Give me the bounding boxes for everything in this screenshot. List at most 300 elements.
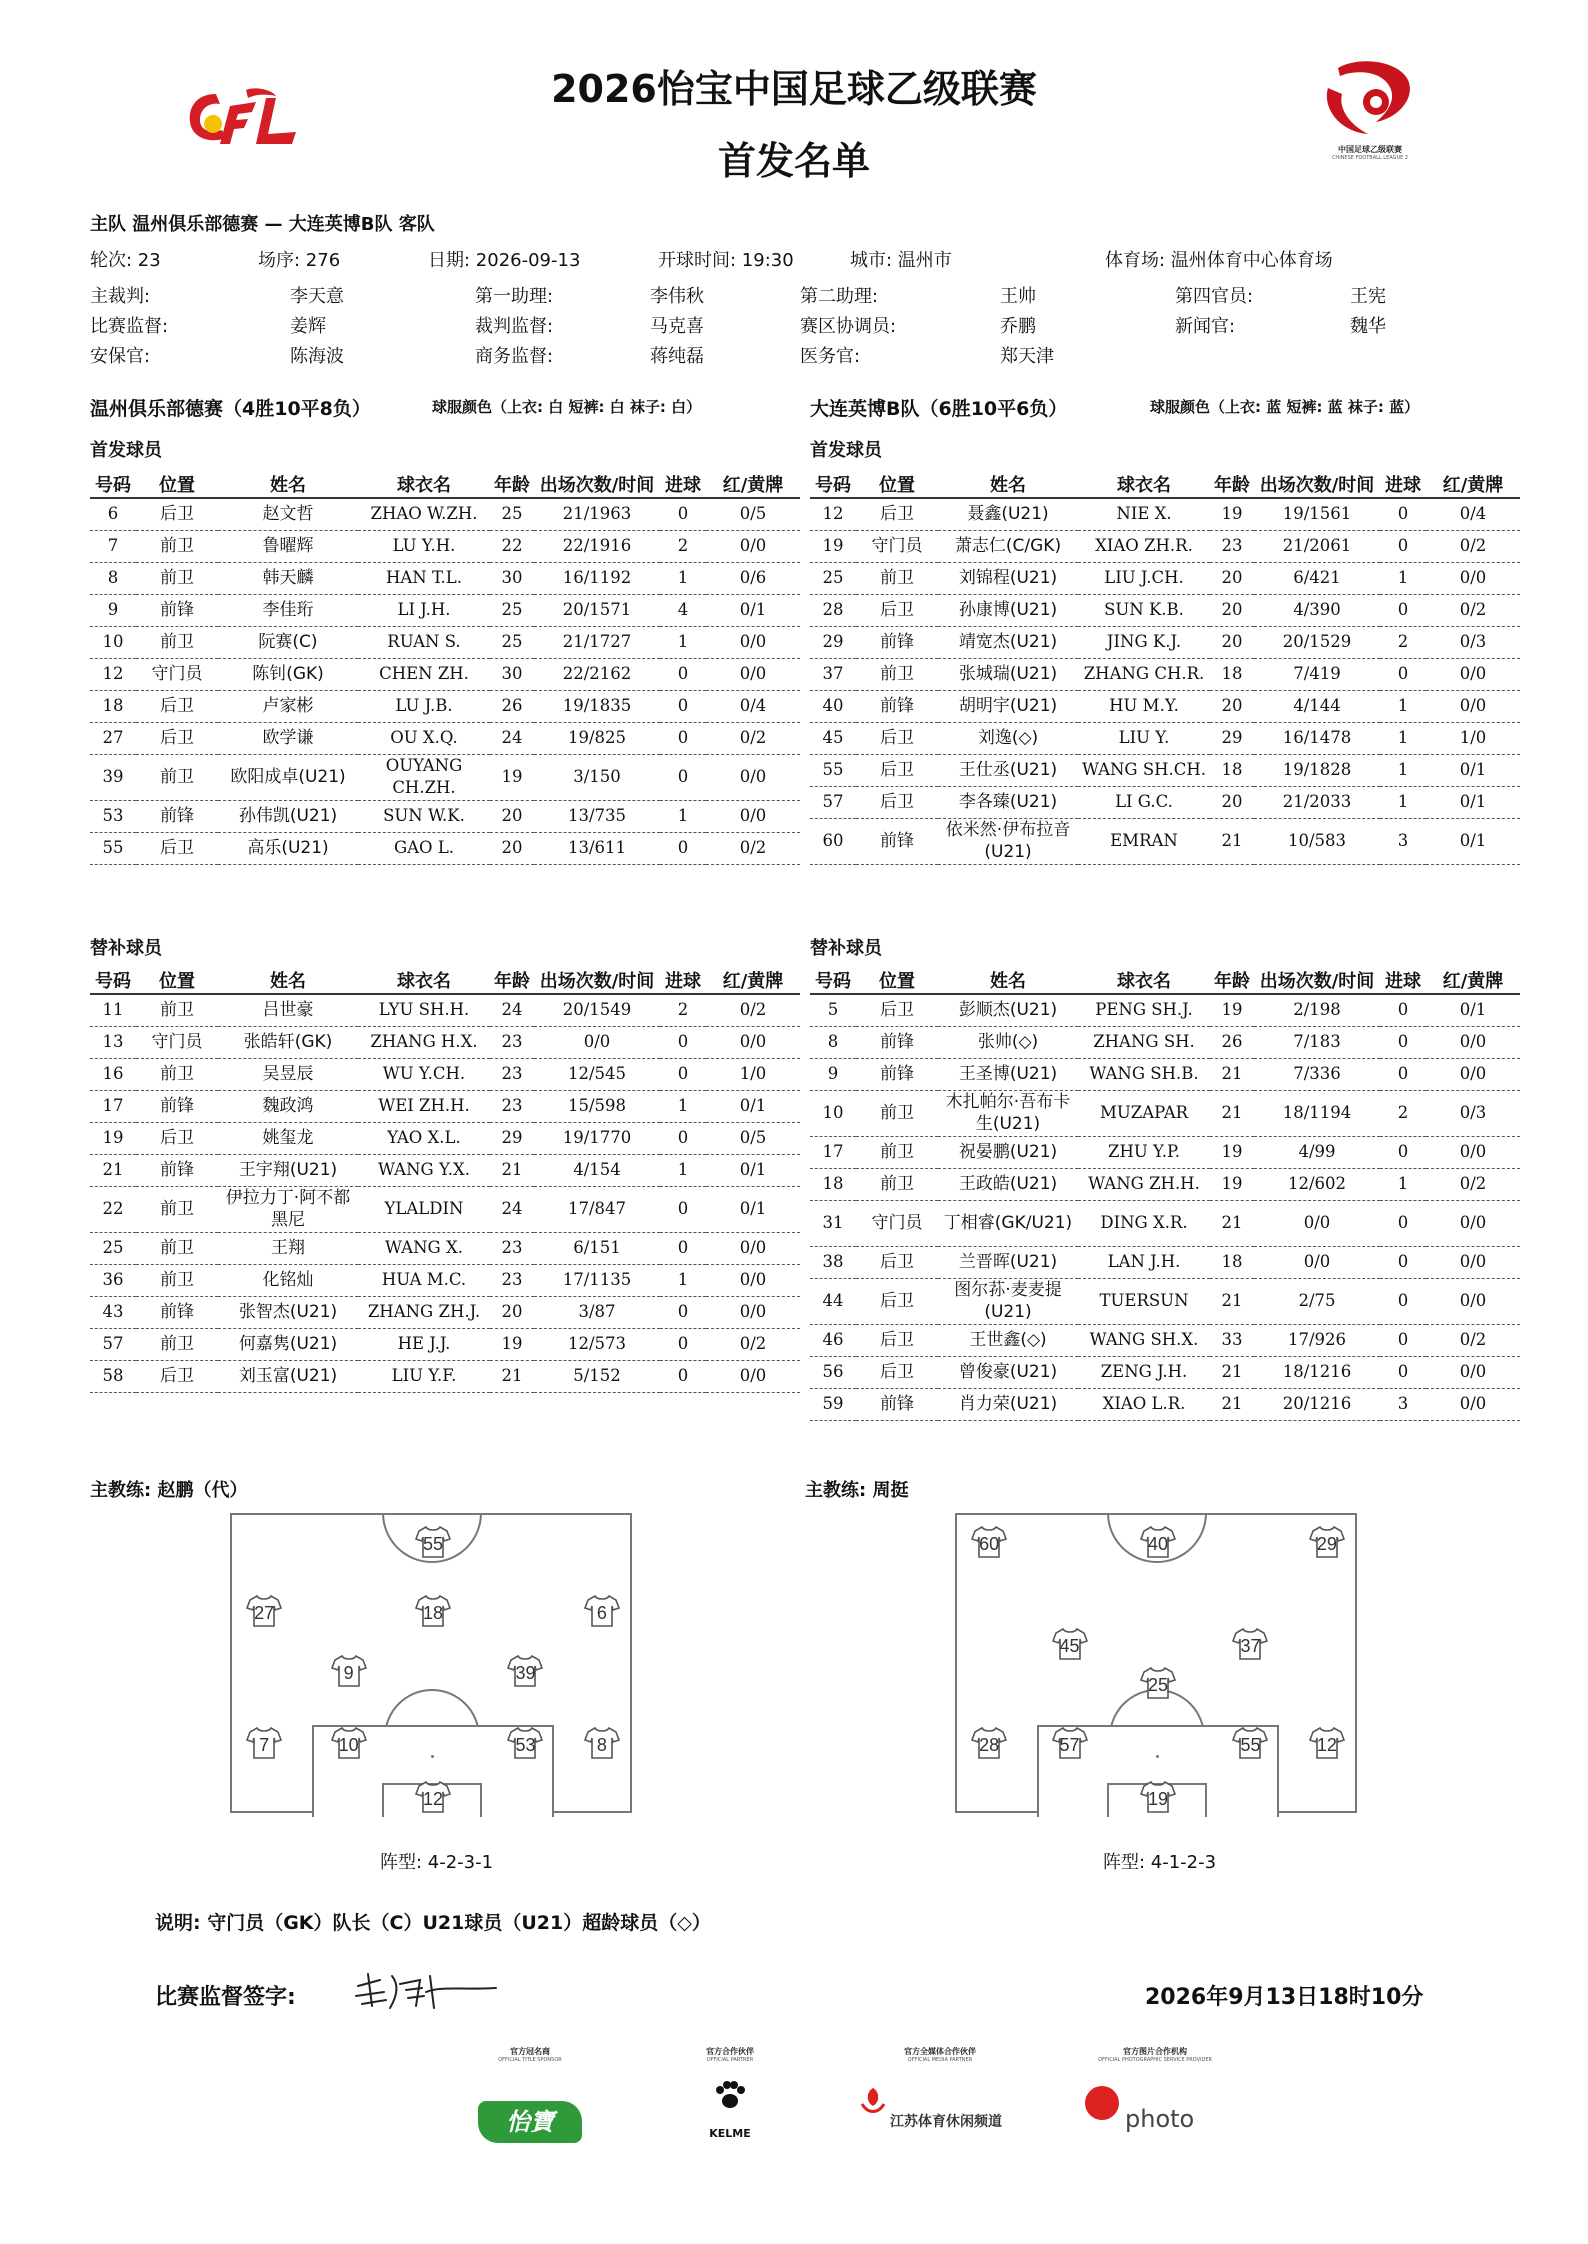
player-goals: 0	[1380, 498, 1426, 530]
player-shirt-name: WU Y.CH.	[358, 1058, 490, 1090]
player-cards: 0/0	[1426, 1058, 1520, 1090]
kelme-paw-icon	[712, 2080, 748, 2110]
column-header: 进球	[660, 966, 706, 994]
player-row	[810, 1278, 1520, 1324]
player-goals: 0	[1380, 1324, 1426, 1356]
player-goals: 1	[660, 562, 706, 594]
player-name: 欧阳成卓(U21)	[218, 754, 358, 800]
player-goals: 3	[1380, 1388, 1426, 1420]
player-name: 吕世豪	[218, 994, 358, 1026]
official-name: 李伟秋	[650, 286, 704, 307]
player-appearances: 12/602	[1254, 1168, 1380, 1200]
official-label: 比赛监督:	[90, 316, 169, 337]
player-row	[90, 1154, 800, 1186]
player-name: 孙伟凯(U21)	[218, 800, 358, 832]
player-appearances: 19/1828	[1254, 754, 1380, 786]
player-cards: 0/5	[706, 1122, 800, 1154]
player-row	[810, 818, 1520, 864]
player-row	[90, 1264, 800, 1296]
away-formation-label: 阵型: 4-1-2-3	[1103, 1852, 1217, 1873]
player-position: 前锋	[136, 1090, 218, 1122]
player-age: 33	[1210, 1324, 1254, 1356]
player-cards: 0/2	[1426, 1324, 1520, 1356]
column-header: 姓名	[938, 966, 1078, 994]
player-name: 王翔	[218, 1232, 358, 1264]
player-shirt-icon	[507, 1654, 543, 1688]
player-appearances: 4/390	[1254, 594, 1380, 626]
player-appearances: 19/825	[534, 722, 660, 754]
shirt-number: 25	[1147, 1675, 1169, 1695]
player-row	[810, 1026, 1520, 1058]
player-number: 8	[90, 562, 136, 594]
legend-note: 说明: 守门员（GK）队长（C）U21球员（U21）超龄球员（◇）	[155, 1912, 711, 1934]
column-header: 红/黄牌	[1426, 966, 1520, 994]
player-number: 25	[90, 1232, 136, 1264]
player-age: 29	[1210, 722, 1254, 754]
column-header: 红/黄牌	[706, 966, 800, 994]
player-position: 守门员	[136, 658, 218, 690]
player-appearances: 0/0	[1254, 1200, 1380, 1246]
player-cards: 1/0	[1426, 722, 1520, 754]
player-name: 伊拉力丁·阿不都黑尼	[218, 1186, 358, 1232]
official-name: 蒋纯磊	[650, 346, 704, 367]
player-cards: 0/6	[706, 562, 800, 594]
shirt-number: 27	[254, 1603, 275, 1623]
player-name: 张皓轩(GK)	[218, 1026, 358, 1058]
shirt-number: 40	[1147, 1534, 1169, 1554]
round: 轮次: 23	[90, 250, 161, 271]
player-goals: 0	[1380, 1356, 1426, 1388]
sponsor-logo: KELME	[709, 2127, 751, 2140]
player-shirt-icon	[1052, 1726, 1088, 1760]
player-row	[810, 1090, 1520, 1136]
player-shirt-name: WANG SH.CH.	[1078, 754, 1210, 786]
home-formation-pitch	[230, 1513, 632, 1813]
player-age: 23	[490, 1264, 534, 1296]
player-number: 8	[810, 1026, 856, 1058]
official-name: 马克喜	[650, 316, 704, 337]
official-label: 主裁判:	[90, 286, 151, 307]
player-position: 前锋	[136, 800, 218, 832]
player-appearances: 2/198	[1254, 994, 1380, 1026]
player-appearances: 6/151	[534, 1232, 660, 1264]
player-appearances: 4/99	[1254, 1136, 1380, 1168]
player-shirt-name: YLALDIN	[358, 1186, 490, 1232]
sponsor-subtitle: OFFICIAL PARTNER	[706, 2057, 754, 2063]
player-age: 23	[490, 1058, 534, 1090]
player-cards: 0/1	[1426, 818, 1520, 864]
player-number: 44	[810, 1278, 856, 1324]
player-age: 24	[490, 1186, 534, 1232]
player-shirt-name: SUN W.K.	[358, 800, 490, 832]
player-name: 王圣博(U21)	[938, 1058, 1078, 1090]
player-goals: 1	[660, 800, 706, 832]
player-age: 21	[1210, 1388, 1254, 1420]
player-row	[810, 994, 1520, 1026]
player-shirt-name: PENG SH.J.	[1078, 994, 1210, 1026]
match-date: 日期: 2026-09-13	[428, 250, 581, 271]
league-logo	[1318, 58, 1422, 170]
player-name: 王政皓(U21)	[938, 1168, 1078, 1200]
player-position: 前卫	[136, 562, 218, 594]
player-name: 聂鑫(U21)	[938, 498, 1078, 530]
player-position: 后卫	[856, 1246, 938, 1278]
player-row	[810, 658, 1520, 690]
player-number: 25	[810, 562, 856, 594]
player-number: 10	[810, 1090, 856, 1136]
ic-photo-icon	[1085, 2086, 1119, 2120]
player-age: 19	[1210, 498, 1254, 530]
player-cards: 0/0	[706, 530, 800, 562]
shirt-number: 18	[422, 1603, 444, 1623]
player-cards: 0/0	[706, 1264, 800, 1296]
player-cards: 1/0	[706, 1058, 800, 1090]
player-goals: 1	[1380, 690, 1426, 722]
player-goals: 0	[660, 1186, 706, 1232]
player-shirt-icon	[584, 1594, 620, 1628]
player-appearances: 13/735	[534, 800, 660, 832]
player-shirt-name: WANG SH.B.	[1078, 1058, 1210, 1090]
official-name: 陈海波	[290, 346, 344, 367]
player-shirt-name: WANG SH.X.	[1078, 1324, 1210, 1356]
player-name: 张智杰(U21)	[218, 1296, 358, 1328]
player-cards: 0/1	[1426, 786, 1520, 818]
home-subs-table	[90, 966, 800, 1393]
player-row	[810, 1246, 1520, 1278]
player-appearances: 21/1963	[534, 498, 660, 530]
player-age: 21	[1210, 1200, 1254, 1246]
player-name: 王宇翔(U21)	[218, 1154, 358, 1186]
player-row	[90, 562, 800, 594]
shirt-number: 60	[979, 1534, 1000, 1554]
player-shirt-name: LAN J.H.	[1078, 1246, 1210, 1278]
home-coach: 主教练: 赵鹏（代）	[90, 1480, 248, 1501]
shirt-number: 9	[343, 1663, 354, 1683]
player-number: 18	[810, 1168, 856, 1200]
player-number: 55	[90, 832, 136, 864]
player-goals: 0	[660, 690, 706, 722]
player-name: 彭顺杰(U21)	[938, 994, 1078, 1026]
player-appearances: 19/1561	[1254, 498, 1380, 530]
away-starters-label: 首发球员	[810, 440, 882, 461]
player-number: 6	[90, 498, 136, 530]
shirt-number: 55	[422, 1534, 444, 1554]
player-goals: 3	[1380, 818, 1426, 864]
column-header: 位置	[856, 966, 938, 994]
player-goals: 2	[660, 530, 706, 562]
player-shirt-icon	[1140, 1780, 1176, 1814]
player-goals: 0	[1380, 530, 1426, 562]
league-logo-subtext: CHINESE FOOTBALL LEAGUE 2	[1331, 155, 1409, 161]
player-shirt-name: LIU Y.	[1078, 722, 1210, 754]
player-position: 守门员	[856, 1200, 938, 1246]
player-cards: 0/0	[706, 626, 800, 658]
player-position: 前卫	[856, 1136, 938, 1168]
away-formation-pitch	[955, 1513, 1357, 1813]
column-header: 球衣名	[358, 470, 490, 498]
player-goals: 0	[1380, 658, 1426, 690]
player-name: 曾俊豪(U21)	[938, 1356, 1078, 1388]
player-appearances: 4/154	[534, 1154, 660, 1186]
document-subtitle: 首发名单	[717, 139, 870, 183]
official-label: 商务监督:	[475, 346, 554, 367]
player-goals: 0	[660, 1360, 706, 1392]
player-row	[810, 1324, 1520, 1356]
player-name: 萧志仁(C/GK)	[938, 530, 1078, 562]
player-number: 9	[90, 594, 136, 626]
player-shirt-icon	[246, 1726, 282, 1760]
shirt-number: 45	[1059, 1636, 1080, 1656]
player-row	[90, 1026, 800, 1058]
player-number: 18	[90, 690, 136, 722]
player-row	[90, 722, 800, 754]
player-position: 前卫	[856, 562, 938, 594]
player-position: 前卫	[136, 754, 218, 800]
away-subs-table	[810, 966, 1520, 1421]
player-position: 前卫	[856, 1090, 938, 1136]
player-shirt-name: LIU J.CH.	[1078, 562, 1210, 594]
player-age: 20	[1210, 562, 1254, 594]
player-shirt-name: CHEN ZH.	[358, 658, 490, 690]
player-cards: 0/4	[706, 690, 800, 722]
official-name: 魏华	[1350, 316, 1386, 337]
player-appearances: 7/336	[1254, 1058, 1380, 1090]
column-header: 姓名	[218, 470, 358, 498]
player-appearances: 17/926	[1254, 1324, 1380, 1356]
player-shirt-name: LIU Y.F.	[358, 1360, 490, 1392]
player-age: 23	[490, 1026, 534, 1058]
player-shirt-name: ZHANG ZH.J.	[358, 1296, 490, 1328]
player-age: 19	[1210, 1136, 1254, 1168]
shirt-number: 55	[1240, 1735, 1261, 1755]
player-appearances: 12/545	[534, 1058, 660, 1090]
player-row	[90, 1360, 800, 1392]
player-row	[90, 1186, 800, 1232]
player-appearances: 20/1216	[1254, 1388, 1380, 1420]
timestamp: 2026年9月13日18时10分	[1145, 1985, 1424, 2010]
player-row	[90, 1328, 800, 1360]
player-shirt-name: OUYANG CH.ZH.	[358, 754, 490, 800]
shirt-number: 6	[596, 1603, 607, 1623]
player-cards: 0/1	[706, 594, 800, 626]
shirt-number: 8	[596, 1735, 607, 1755]
home-team-name: 温州俱乐部德赛（4胜10平8负）	[90, 398, 371, 420]
player-goals: 2	[1380, 626, 1426, 658]
player-cards: 0/2	[706, 832, 800, 864]
player-number: 58	[90, 1360, 136, 1392]
player-age: 24	[490, 722, 534, 754]
player-appearances: 6/421	[1254, 562, 1380, 594]
player-position: 后卫	[136, 832, 218, 864]
player-cards: 0/0	[1426, 1136, 1520, 1168]
official-name: 姜辉	[290, 316, 326, 337]
player-number: 53	[90, 800, 136, 832]
player-position: 后卫	[856, 1356, 938, 1388]
player-number: 38	[810, 1246, 856, 1278]
home-formation-label: 阵型: 4-2-3-1	[380, 1852, 494, 1873]
player-row	[810, 1136, 1520, 1168]
player-cards: 0/2	[706, 1328, 800, 1360]
player-age: 23	[1210, 530, 1254, 562]
player-appearances: 16/1478	[1254, 722, 1380, 754]
column-header: 年龄	[490, 470, 534, 498]
player-goals: 1	[660, 1090, 706, 1122]
player-name: 肖力荣(U21)	[938, 1388, 1078, 1420]
player-appearances: 7/419	[1254, 658, 1380, 690]
player-appearances: 12/573	[534, 1328, 660, 1360]
player-row	[90, 658, 800, 690]
player-name: 刘玉富(U21)	[218, 1360, 358, 1392]
player-name: 木扎帕尔·吾布卡生(U21)	[938, 1090, 1078, 1136]
player-appearances: 7/183	[1254, 1026, 1380, 1058]
player-position: 守门员	[136, 1026, 218, 1058]
player-shirt-name: LI G.C.	[1078, 786, 1210, 818]
away-team-name: 大连英博B队（6胜10平6负）	[810, 398, 1068, 420]
player-shirt-icon	[331, 1654, 367, 1688]
player-position: 前卫	[136, 1232, 218, 1264]
player-shirt-name: LI J.H.	[358, 594, 490, 626]
player-shirt-icon	[1052, 1627, 1088, 1661]
player-appearances: 4/144	[1254, 690, 1380, 722]
sponsor-title: 官方图片合作机构	[1123, 2047, 1187, 2056]
player-position: 后卫	[136, 1122, 218, 1154]
player-shirt-icon	[1232, 1627, 1268, 1661]
player-position: 守门员	[856, 530, 938, 562]
player-cards: 0/0	[1426, 1200, 1520, 1246]
player-shirt-icon	[1232, 1726, 1268, 1760]
player-shirt-name: DING X.R.	[1078, 1200, 1210, 1246]
player-position: 后卫	[856, 594, 938, 626]
player-shirt-name: MUZAPAR	[1078, 1090, 1210, 1136]
player-goals: 1	[1380, 1168, 1426, 1200]
sponsor-title: 官方合作伙伴	[706, 2047, 754, 2056]
player-goals: 0	[660, 754, 706, 800]
player-position: 后卫	[856, 754, 938, 786]
away-subs-label: 替补球员	[810, 938, 882, 959]
column-header: 进球	[1380, 470, 1426, 498]
player-goals: 0	[1380, 1278, 1426, 1324]
player-cards: 0/0	[706, 754, 800, 800]
player-position: 前锋	[856, 690, 938, 722]
player-shirt-icon	[246, 1594, 282, 1628]
player-age: 25	[490, 594, 534, 626]
player-cards: 0/0	[1426, 1026, 1520, 1058]
player-name: 高乐(U21)	[218, 832, 358, 864]
player-age: 30	[490, 658, 534, 690]
player-position: 后卫	[136, 722, 218, 754]
player-cards: 0/1	[1426, 994, 1520, 1026]
player-position: 前卫	[136, 1186, 218, 1232]
player-shirt-name: WEI ZH.H.	[358, 1090, 490, 1122]
player-position: 前卫	[136, 1058, 218, 1090]
player-appearances: 16/1192	[534, 562, 660, 594]
player-appearances: 10/583	[1254, 818, 1380, 864]
document-title: 2026怡宝中国足球乙级联赛	[551, 67, 1037, 111]
player-row	[90, 1090, 800, 1122]
match-number: 场序: 276	[258, 250, 341, 271]
home-starters-label: 首发球员	[90, 440, 162, 461]
player-age: 20	[490, 800, 534, 832]
shirt-number: 19	[1147, 1789, 1169, 1809]
player-number: 57	[90, 1328, 136, 1360]
player-goals: 1	[1380, 562, 1426, 594]
home-kit: 球服颜色（上衣: 白 短裤: 白 袜子: 白）	[432, 398, 702, 416]
player-number: 60	[810, 818, 856, 864]
sponsor	[640, 2046, 820, 2140]
player-name: 赵文哲	[218, 498, 358, 530]
column-header: 号码	[810, 966, 856, 994]
player-row	[90, 800, 800, 832]
player-goals: 0	[660, 1296, 706, 1328]
player-shirt-icon	[584, 1726, 620, 1760]
column-header: 年龄	[490, 966, 534, 994]
player-appearances: 15/598	[534, 1090, 660, 1122]
player-shirt-name: ZENG J.H.	[1078, 1356, 1210, 1388]
player-appearances: 0/0	[1254, 1246, 1380, 1278]
player-position: 前卫	[856, 1168, 938, 1200]
sponsor-logo: 江苏体育休闲频道	[890, 2114, 1002, 2130]
player-row	[90, 626, 800, 658]
player-number: 43	[90, 1296, 136, 1328]
player-row	[90, 754, 800, 800]
shirt-number: 37	[1240, 1636, 1261, 1656]
player-position: 前锋	[856, 1388, 938, 1420]
player-appearances: 20/1549	[534, 994, 660, 1026]
signature-label: 比赛监督签字:	[155, 1985, 296, 2010]
player-goals: 4	[660, 594, 706, 626]
player-cards: 0/0	[1426, 1278, 1520, 1324]
player-goals: 1	[1380, 722, 1426, 754]
player-number: 17	[90, 1090, 136, 1122]
player-cards: 0/0	[1426, 658, 1520, 690]
official-label: 裁判监督:	[475, 316, 554, 337]
player-age: 21	[1210, 818, 1254, 864]
sponsor-title: 官方冠名商	[510, 2047, 550, 2056]
player-goals: 0	[1380, 994, 1426, 1026]
player-number: 10	[90, 626, 136, 658]
player-name: 魏政鸿	[218, 1090, 358, 1122]
column-header: 姓名	[938, 470, 1078, 498]
player-cards: 0/0	[706, 658, 800, 690]
column-header: 姓名	[218, 966, 358, 994]
player-shirt-name: HAN T.L.	[358, 562, 490, 594]
player-shirt-name: ZHANG CH.R.	[1078, 658, 1210, 690]
player-goals: 0	[660, 1026, 706, 1058]
official-name: 王帅	[1000, 286, 1036, 307]
player-appearances: 22/2162	[534, 658, 660, 690]
player-cards: 0/0	[706, 1360, 800, 1392]
player-row	[810, 594, 1520, 626]
player-number: 29	[810, 626, 856, 658]
official-label: 第一助理:	[475, 286, 554, 307]
player-name: 靖宽杰(U21)	[938, 626, 1078, 658]
player-number: 27	[90, 722, 136, 754]
player-row	[810, 754, 1520, 786]
player-row	[810, 530, 1520, 562]
column-header: 出场次数/时间	[534, 470, 660, 498]
player-cards: 0/0	[1426, 1388, 1520, 1420]
player-row	[810, 498, 1520, 530]
player-shirt-name: SUN K.B.	[1078, 594, 1210, 626]
player-row	[90, 832, 800, 864]
match-header: 主队 温州俱乐部德赛 — 大连英博B队 客队	[90, 214, 435, 235]
sponsor	[440, 2046, 620, 2143]
player-row	[810, 1200, 1520, 1246]
player-cards: 0/0	[706, 1232, 800, 1264]
official-label: 新闻官:	[1175, 316, 1236, 337]
player-shirt-icon	[507, 1726, 543, 1760]
player-shirt-name: TUERSUN	[1078, 1278, 1210, 1324]
